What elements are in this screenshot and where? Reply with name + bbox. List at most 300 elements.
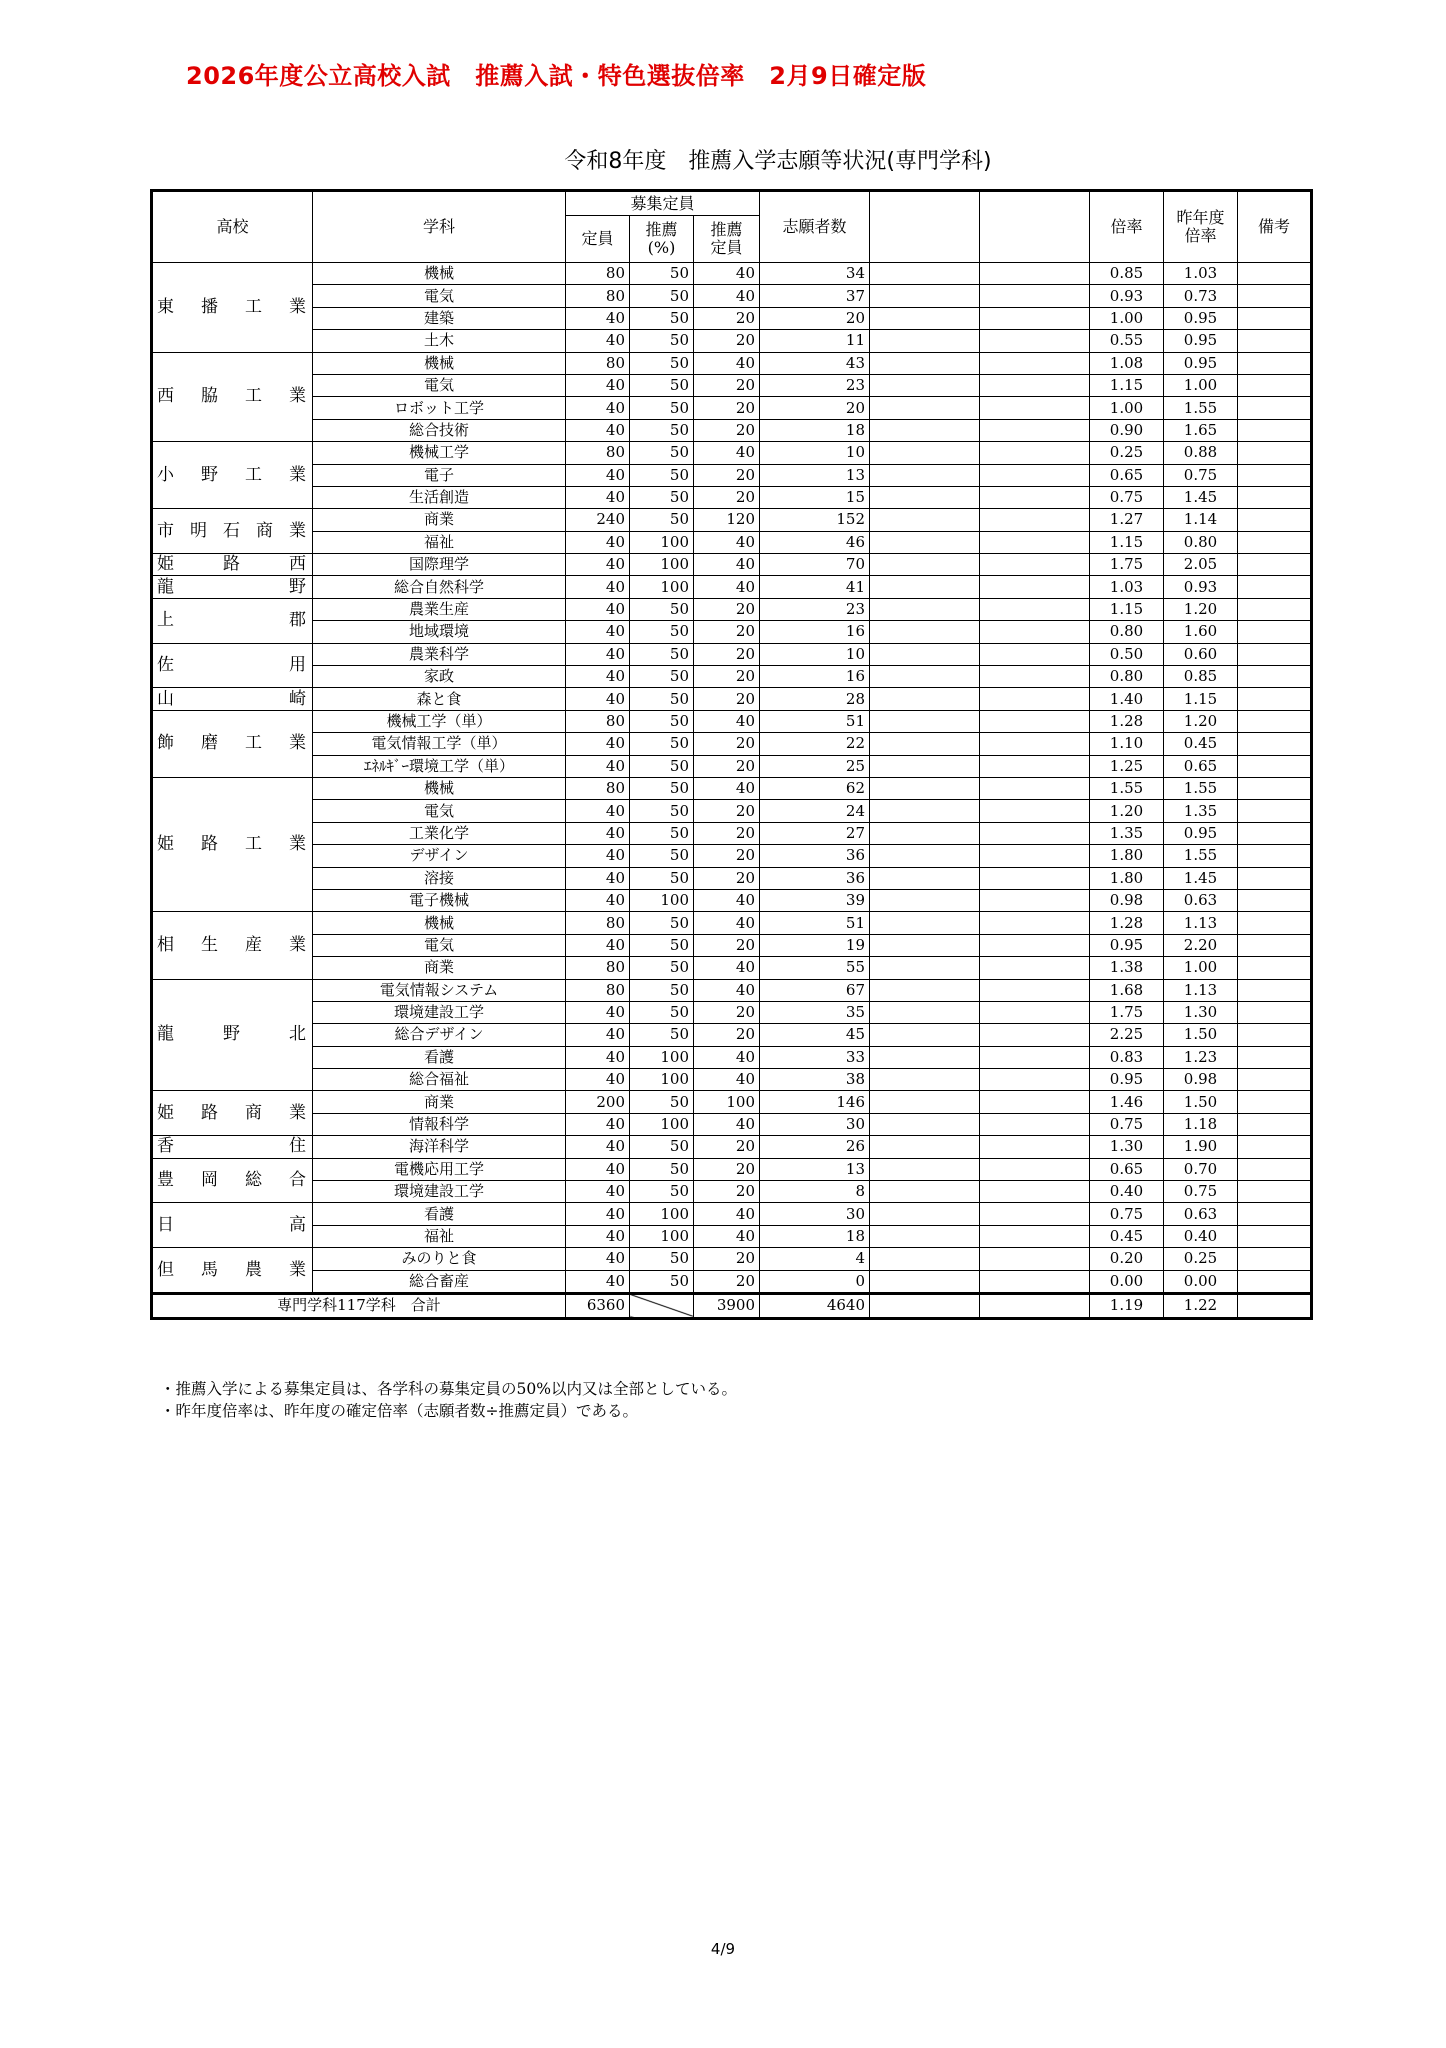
table-row [152, 1181, 1312, 1203]
ratio-cell: 0.40 [1090, 1181, 1164, 1203]
remarks-cell [1238, 330, 1312, 352]
ratio-cell: 0.75 [1090, 1113, 1164, 1135]
table-row [152, 1203, 1312, 1225]
blank-cell [870, 330, 980, 352]
table-row [152, 1248, 1312, 1270]
ratio-cell: 0.95 [1090, 934, 1164, 956]
ratio-cell: 1.28 [1090, 912, 1164, 934]
applicants-cell: 45 [760, 1024, 870, 1046]
suisen-pct-cell: 50 [630, 307, 694, 329]
last-ratio-cell: 2.20 [1164, 934, 1238, 956]
last-ratio-cell: 0.75 [1164, 1181, 1238, 1203]
dept-name: 電気 [313, 374, 566, 396]
capacity-cell: 80 [566, 352, 630, 374]
blank-cell [870, 464, 980, 486]
blank-cell [980, 889, 1090, 911]
ratio-cell: 1.00 [1090, 397, 1164, 419]
remarks-cell [1238, 845, 1312, 867]
blank-cell [980, 666, 1090, 688]
suisen-cap-cell: 20 [694, 598, 760, 620]
total-suisen-cap: 3900 [694, 1293, 760, 1318]
last-ratio-cell: 1.23 [1164, 1046, 1238, 1068]
suisen-cap-cell: 40 [694, 285, 760, 307]
table-row [152, 1225, 1312, 1247]
remarks-cell [1238, 621, 1312, 643]
dept-name: 土木 [313, 330, 566, 352]
suisen-pct-cell: 50 [630, 867, 694, 889]
ratio-cell: 0.80 [1090, 621, 1164, 643]
ratio-cell: 0.80 [1090, 666, 1164, 688]
dept-name: デザイン [313, 845, 566, 867]
applicants-cell: 41 [760, 576, 870, 598]
last-ratio-cell: 0.63 [1164, 889, 1238, 911]
last-ratio-cell: 0.65 [1164, 755, 1238, 777]
blank-cell [980, 1001, 1090, 1023]
applicants-cell: 25 [760, 755, 870, 777]
school-name: 飾磨工業 [152, 710, 313, 777]
last-ratio-cell: 0.98 [1164, 1069, 1238, 1091]
capacity-cell: 40 [566, 621, 630, 643]
suisen-cap-cell: 20 [694, 755, 760, 777]
dept-name: 総合自然科学 [313, 576, 566, 598]
ratio-cell: 0.55 [1090, 330, 1164, 352]
remarks-cell [1238, 688, 1312, 710]
suisen-cap-cell: 20 [694, 934, 760, 956]
suisen-pct-cell: 50 [630, 352, 694, 374]
last-ratio-cell: 1.50 [1164, 1024, 1238, 1046]
blank-cell [980, 1181, 1090, 1203]
capacity-cell: 240 [566, 509, 630, 531]
applicants-cell: 67 [760, 979, 870, 1001]
table-row [152, 1024, 1312, 1046]
header-remarks: 備考 [1238, 191, 1312, 263]
ratio-cell: 0.98 [1090, 889, 1164, 911]
blank-cell [980, 710, 1090, 732]
dept-name: 森と食 [313, 688, 566, 710]
capacity-cell: 40 [566, 486, 630, 508]
blank-cell [980, 621, 1090, 643]
blank-cell [980, 263, 1090, 285]
table-row [152, 576, 1312, 598]
ratio-cell: 1.55 [1090, 777, 1164, 799]
blank-cell [980, 1091, 1090, 1113]
ratio-cell: 2.25 [1090, 1024, 1164, 1046]
last-ratio-cell: 0.70 [1164, 1158, 1238, 1180]
applicants-cell: 18 [760, 419, 870, 441]
total-ratio: 1.19 [1090, 1293, 1164, 1318]
school-name: 但馬農業 [152, 1248, 313, 1294]
capacity-cell: 40 [566, 1136, 630, 1158]
remarks-cell [1238, 1270, 1312, 1293]
blank-cell [980, 867, 1090, 889]
table-row [152, 1091, 1312, 1113]
last-ratio-cell: 1.90 [1164, 1136, 1238, 1158]
suisen-pct-cell: 50 [630, 688, 694, 710]
table-row [152, 867, 1312, 889]
applicants-cell: 13 [760, 1158, 870, 1180]
suisen-pct-cell: 100 [630, 889, 694, 911]
ratio-cell: 1.28 [1090, 710, 1164, 732]
dept-name: 電子機械 [313, 889, 566, 911]
notes [160, 1378, 737, 1422]
school-name: 龍野 [152, 576, 313, 598]
applicants-cell: 55 [760, 957, 870, 979]
school-name: 姫路工業 [152, 777, 313, 911]
table-row [152, 822, 1312, 844]
applicants-cell: 37 [760, 285, 870, 307]
table-row [152, 1136, 1312, 1158]
suisen-cap-cell: 20 [694, 330, 760, 352]
capacity-cell: 80 [566, 979, 630, 1001]
suisen-pct-cell: 50 [630, 1136, 694, 1158]
applicants-cell: 4 [760, 1248, 870, 1270]
suisen-cap-cell: 20 [694, 464, 760, 486]
dept-name: 電気 [313, 934, 566, 956]
ratio-cell: 1.00 [1090, 307, 1164, 329]
last-ratio-cell: 1.50 [1164, 1091, 1238, 1113]
capacity-cell: 80 [566, 957, 630, 979]
table-row [152, 598, 1312, 620]
table-row [152, 733, 1312, 755]
blank-cell [870, 733, 980, 755]
applicants-cell: 11 [760, 330, 870, 352]
blank-cell [870, 822, 980, 844]
suisen-cap-cell: 20 [694, 1001, 760, 1023]
ratio-cell: 1.25 [1090, 755, 1164, 777]
ratio-cell: 1.15 [1090, 374, 1164, 396]
blank-cell [980, 845, 1090, 867]
last-ratio-cell: 1.15 [1164, 688, 1238, 710]
blank-cell [870, 1046, 980, 1068]
suisen-pct-cell: 50 [630, 979, 694, 1001]
applicants-cell: 70 [760, 554, 870, 576]
remarks-cell [1238, 1091, 1312, 1113]
ratio-cell: 1.20 [1090, 800, 1164, 822]
last-ratio-cell: 1.20 [1164, 710, 1238, 732]
blank-cell [870, 889, 980, 911]
blank-cell [980, 957, 1090, 979]
blank-cell [870, 1091, 980, 1113]
capacity-cell: 80 [566, 263, 630, 285]
blank-cell [870, 934, 980, 956]
ratio-cell: 0.95 [1090, 1069, 1164, 1091]
suisen-pct-cell: 50 [630, 486, 694, 508]
suisen-cap-cell: 20 [694, 1248, 760, 1270]
table-row [152, 509, 1312, 531]
school-name: 上郡 [152, 598, 313, 643]
applicants-cell: 27 [760, 822, 870, 844]
applicants-cell: 13 [760, 464, 870, 486]
suisen-cap-cell: 40 [694, 1069, 760, 1091]
blank-cell [980, 822, 1090, 844]
table-row [152, 263, 1312, 285]
blank-cell [870, 1001, 980, 1023]
remarks-cell [1238, 1136, 1312, 1158]
suisen-cap-cell: 40 [694, 889, 760, 911]
dept-name: 環境建設工学 [313, 1001, 566, 1023]
table-row [152, 486, 1312, 508]
ratio-cell: 0.65 [1090, 1158, 1164, 1180]
headline: 2026年度公立高校入試 推薦入試・特色選抜倍率 2月9日確定版 [186, 62, 927, 90]
dept-name: 電気情報工学（単） [313, 733, 566, 755]
remarks-cell [1238, 576, 1312, 598]
suisen-cap-cell: 40 [694, 1046, 760, 1068]
table-row [152, 957, 1312, 979]
ratio-cell: 1.68 [1090, 979, 1164, 1001]
dept-name: 機械 [313, 263, 566, 285]
note-1: ・推薦入学による募集定員は、各学科の募集定員の50%以内又は全部としている。 [160, 1380, 737, 1398]
dept-name: 機械工学 [313, 442, 566, 464]
total-blank-1 [870, 1293, 980, 1318]
suisen-pct-cell: 50 [630, 419, 694, 441]
table-row [152, 666, 1312, 688]
blank-cell [980, 554, 1090, 576]
capacity-cell: 40 [566, 576, 630, 598]
table-row [152, 845, 1312, 867]
blank-cell [870, 419, 980, 441]
suisen-pct-cell: 50 [630, 912, 694, 934]
ratio-cell: 1.46 [1090, 1091, 1164, 1113]
remarks-cell [1238, 867, 1312, 889]
capacity-cell: 200 [566, 1091, 630, 1113]
table-row [152, 755, 1312, 777]
dept-name: 環境建設工学 [313, 1181, 566, 1203]
dept-name: 総合技術 [313, 419, 566, 441]
applicants-cell: 8 [760, 1181, 870, 1203]
blank-cell [980, 912, 1090, 934]
suisen-pct-cell: 50 [630, 957, 694, 979]
ratio-cell: 1.35 [1090, 822, 1164, 844]
blank-cell [870, 1113, 980, 1135]
table-row [152, 442, 1312, 464]
remarks-cell [1238, 979, 1312, 1001]
school-name: 東播工業 [152, 263, 313, 353]
remarks-cell [1238, 1225, 1312, 1247]
table-row [152, 531, 1312, 553]
dept-name: 福祉 [313, 531, 566, 553]
remarks-cell [1238, 755, 1312, 777]
blank-cell [980, 733, 1090, 755]
ratio-cell: 1.40 [1090, 688, 1164, 710]
suisen-cap-cell: 20 [694, 688, 760, 710]
table-row [152, 1113, 1312, 1135]
remarks-cell [1238, 598, 1312, 620]
ratio-cell: 1.38 [1090, 957, 1164, 979]
suisen-cap-cell: 40 [694, 979, 760, 1001]
header-suisen-cap: 推薦 定員 [694, 216, 760, 263]
applicants-cell: 16 [760, 666, 870, 688]
blank-cell [980, 374, 1090, 396]
table-row [152, 777, 1312, 799]
suisen-cap-cell: 40 [694, 576, 760, 598]
remarks-cell [1238, 509, 1312, 531]
suisen-pct-cell: 50 [630, 621, 694, 643]
last-ratio-cell: 1.00 [1164, 957, 1238, 979]
school-name: 香住 [152, 1136, 313, 1158]
blank-cell [980, 397, 1090, 419]
capacity-cell: 40 [566, 330, 630, 352]
last-ratio-cell: 1.00 [1164, 374, 1238, 396]
table-body [152, 263, 1312, 1294]
blank-cell [870, 1225, 980, 1247]
suisen-cap-cell: 20 [694, 1270, 760, 1293]
suisen-cap-cell: 40 [694, 531, 760, 553]
header-capacity: 定員 [566, 216, 630, 263]
dept-name: 国際理学 [313, 554, 566, 576]
ratio-cell: 1.75 [1090, 554, 1164, 576]
header-suisen-pct: 推薦 (%) [630, 216, 694, 263]
blank-cell [980, 1136, 1090, 1158]
applicants-cell: 26 [760, 1136, 870, 1158]
ratio-cell: 0.93 [1090, 285, 1164, 307]
suisen-pct-cell: 100 [630, 576, 694, 598]
blank-cell [980, 1158, 1090, 1180]
blank-cell [980, 330, 1090, 352]
last-ratio-cell: 0.95 [1164, 822, 1238, 844]
remarks-cell [1238, 912, 1312, 934]
suisen-cap-cell: 40 [694, 554, 760, 576]
suisen-pct-cell: 50 [630, 1024, 694, 1046]
school-name: 日高 [152, 1203, 313, 1248]
capacity-cell: 40 [566, 1225, 630, 1247]
dept-name: ｴﾈﾙｷﾞｰ環境工学（単） [313, 755, 566, 777]
dept-name: 建築 [313, 307, 566, 329]
ratio-cell: 0.45 [1090, 1225, 1164, 1247]
applicants-cell: 152 [760, 509, 870, 531]
table-row [152, 554, 1312, 576]
last-ratio-cell: 1.30 [1164, 1001, 1238, 1023]
blank-cell [980, 509, 1090, 531]
suisen-pct-cell: 50 [630, 464, 694, 486]
capacity-cell: 80 [566, 710, 630, 732]
remarks-cell [1238, 1203, 1312, 1225]
school-name: 豊岡総合 [152, 1158, 313, 1203]
blank-cell [980, 934, 1090, 956]
suisen-cap-cell: 40 [694, 710, 760, 732]
suisen-pct-cell: 50 [630, 263, 694, 285]
blank-cell [870, 1203, 980, 1225]
applicants-cell: 10 [760, 442, 870, 464]
last-ratio-cell: 1.35 [1164, 800, 1238, 822]
capacity-cell: 40 [566, 1270, 630, 1293]
blank-cell [980, 1069, 1090, 1091]
blank-cell [870, 1158, 980, 1180]
blank-cell [870, 845, 980, 867]
suisen-pct-cell: 50 [630, 598, 694, 620]
suisen-cap-cell: 20 [694, 1136, 760, 1158]
last-ratio-cell: 0.60 [1164, 643, 1238, 665]
total-applicants: 4640 [760, 1293, 870, 1318]
dept-name: 商業 [313, 1091, 566, 1113]
last-ratio-cell: 0.95 [1164, 330, 1238, 352]
capacity-cell: 40 [566, 688, 630, 710]
suisen-cap-cell: 40 [694, 263, 760, 285]
table-row [152, 419, 1312, 441]
capacity-cell: 40 [566, 934, 630, 956]
suisen-pct-cell: 50 [630, 285, 694, 307]
blank-cell [980, 1225, 1090, 1247]
remarks-cell [1238, 464, 1312, 486]
blank-cell [870, 1181, 980, 1203]
capacity-cell: 40 [566, 643, 630, 665]
table-row [152, 912, 1312, 934]
last-ratio-cell: 0.00 [1164, 1270, 1238, 1293]
blank-cell [980, 464, 1090, 486]
ratio-cell: 0.83 [1090, 1046, 1164, 1068]
blank-cell [980, 979, 1090, 1001]
blank-cell [870, 531, 980, 553]
dept-name: 看護 [313, 1203, 566, 1225]
dept-name: 情報科学 [313, 1113, 566, 1135]
remarks-cell [1238, 1069, 1312, 1091]
suisen-cap-cell: 40 [694, 777, 760, 799]
suisen-pct-cell: 100 [630, 1113, 694, 1135]
applicants-cell: 38 [760, 1069, 870, 1091]
blank-cell [870, 598, 980, 620]
suisen-pct-cell: 50 [630, 710, 694, 732]
suisen-pct-cell: 100 [630, 1046, 694, 1068]
blank-cell [870, 912, 980, 934]
suisen-cap-cell: 20 [694, 486, 760, 508]
suisen-pct-cell: 50 [630, 934, 694, 956]
blank-cell [980, 755, 1090, 777]
suisen-pct-cell: 100 [630, 1203, 694, 1225]
suisen-cap-cell: 20 [694, 666, 760, 688]
dept-name: 電気 [313, 800, 566, 822]
blank-cell [980, 1046, 1090, 1068]
blank-cell [980, 531, 1090, 553]
remarks-cell [1238, 710, 1312, 732]
applicants-cell: 24 [760, 800, 870, 822]
blank-cell [870, 263, 980, 285]
school-name: 山崎 [152, 688, 313, 710]
blank-cell [870, 374, 980, 396]
school-name: 佐用 [152, 643, 313, 688]
last-ratio-cell: 1.55 [1164, 777, 1238, 799]
table-row [152, 710, 1312, 732]
blank-cell [870, 1248, 980, 1270]
suisen-pct-cell: 50 [630, 822, 694, 844]
last-ratio-cell: 1.60 [1164, 621, 1238, 643]
applicants-cell: 146 [760, 1091, 870, 1113]
page-number: 4/9 [710, 1940, 736, 1958]
suisen-cap-cell: 40 [694, 352, 760, 374]
applicants-cell: 20 [760, 307, 870, 329]
dept-name: ロボット工学 [313, 397, 566, 419]
blank-cell [870, 755, 980, 777]
blank-cell [870, 800, 980, 822]
suisen-pct-cell: 50 [630, 1270, 694, 1293]
blank-cell [870, 1270, 980, 1293]
remarks-cell [1238, 531, 1312, 553]
applicants-cell: 30 [760, 1203, 870, 1225]
blank-cell [870, 1136, 980, 1158]
remarks-cell [1238, 1001, 1312, 1023]
table-row [152, 934, 1312, 956]
blank-cell [870, 666, 980, 688]
last-ratio-cell: 0.80 [1164, 531, 1238, 553]
remarks-cell [1238, 1113, 1312, 1135]
header-recruit-group: 募集定員 [566, 191, 760, 216]
last-ratio-cell: 1.55 [1164, 845, 1238, 867]
applicants-cell: 22 [760, 733, 870, 755]
blank-cell [870, 397, 980, 419]
school-name: 西脇工業 [152, 352, 313, 442]
suisen-pct-cell: 50 [630, 845, 694, 867]
ratio-cell: 0.20 [1090, 1248, 1164, 1270]
suisen-pct-cell: 50 [630, 800, 694, 822]
last-ratio-cell: 0.95 [1164, 352, 1238, 374]
